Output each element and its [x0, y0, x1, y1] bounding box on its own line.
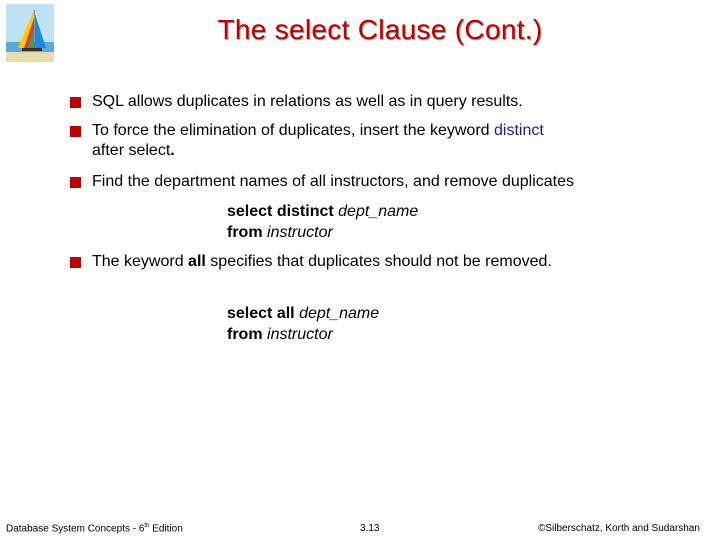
footer-text: Edition: [149, 523, 183, 535]
code-line: [227, 222, 418, 243]
sql-identifier: instructor: [267, 224, 333, 241]
bullet-text: [92, 121, 672, 161]
sql-keyword: select distinct: [227, 203, 334, 220]
sql-identifier: dept_name: [299, 305, 380, 322]
bullet-text-part: after select: [92, 142, 171, 159]
sql-code-block: [227, 303, 379, 345]
square-bullet-icon: [70, 97, 81, 108]
footer-superscript: th: [144, 523, 150, 529]
code-line: [227, 201, 418, 222]
sql-keyword: select all: [227, 305, 295, 322]
bullet-text: Find the department names of all instructors, and remove duplicates: [92, 173, 575, 190]
keyword-all: all: [188, 253, 206, 270]
square-bullet-icon: [70, 257, 81, 268]
bullet-text: SQL allows duplicates in relations as well as in query results.: [92, 93, 523, 110]
square-bullet-icon: [70, 126, 81, 137]
bullet-text-part: To force the elimination of duplicates, insert the keyword: [92, 122, 494, 139]
square-bullet-icon: [70, 177, 81, 188]
footer-left: [6, 523, 183, 534]
bullet-text: [92, 252, 672, 272]
bullet-text-part: The keyword: [92, 253, 189, 270]
code-line: [227, 303, 379, 324]
bullet-period: .: [170, 142, 175, 159]
footer-text: Database System Concepts - 6: [6, 523, 145, 535]
sql-identifier: instructor: [267, 326, 333, 343]
footer-copyright: ©Silberschatz, Korth and Sudarshan: [538, 523, 700, 534]
sql-keyword: from: [227, 326, 263, 343]
slide-title: The select Clause (Cont.): [217, 14, 543, 45]
bullet-text-part: specifies that duplicates should not be removed.: [205, 253, 552, 270]
keyword-distinct: distinct: [493, 122, 544, 139]
sql-keyword: from: [227, 224, 263, 241]
sql-code-block: [227, 201, 418, 243]
code-line: [227, 324, 379, 345]
sql-identifier: dept_name: [338, 203, 419, 220]
footer-page-number: 3.13: [360, 523, 380, 534]
